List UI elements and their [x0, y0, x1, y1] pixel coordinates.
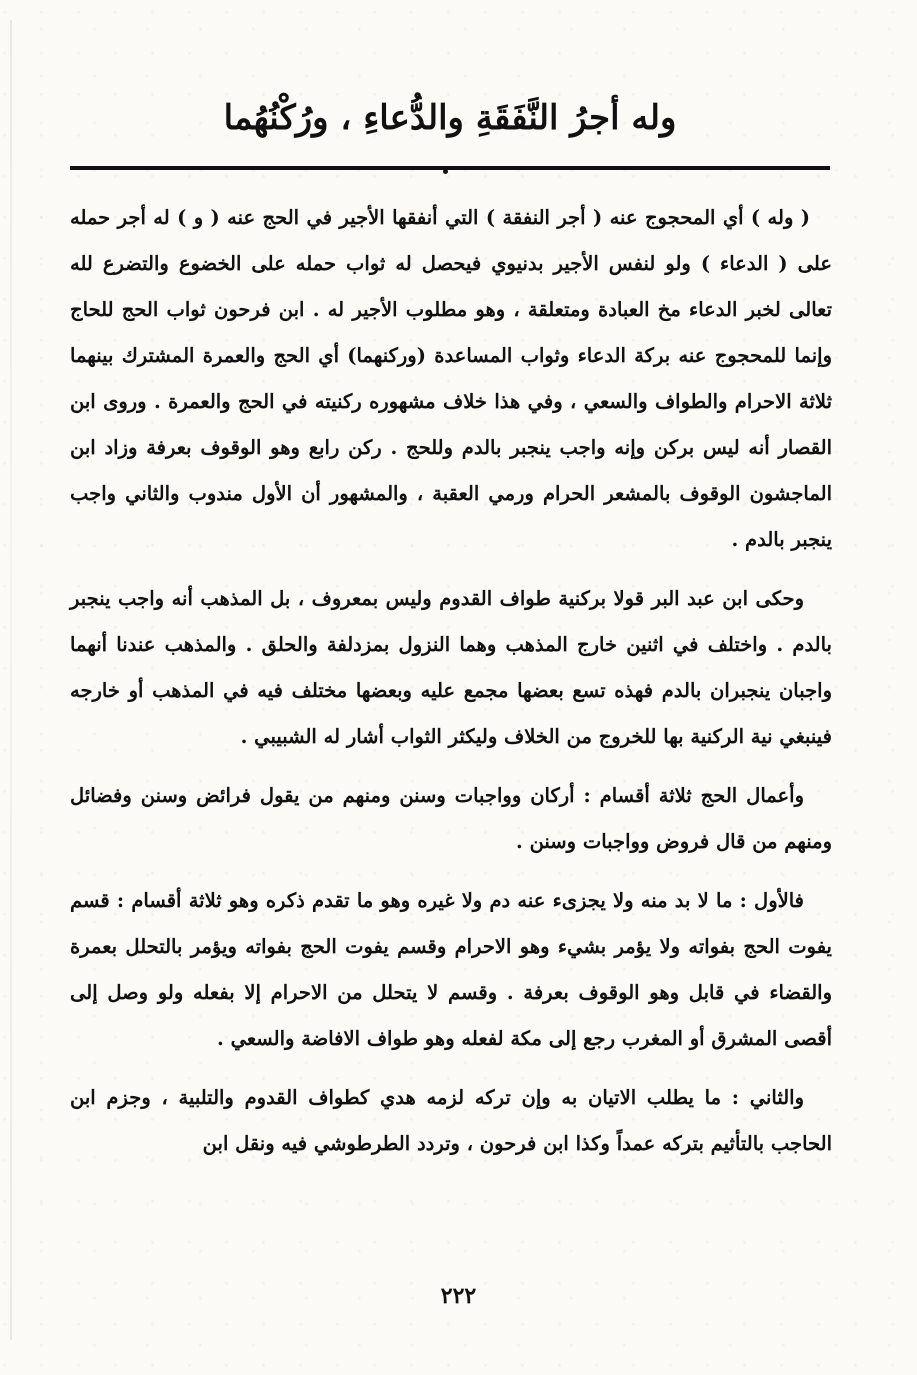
- header-divider-dot: [443, 169, 448, 174]
- header-divider: [70, 166, 830, 170]
- page-body: [70, 195, 832, 1180]
- paragraph-4: فالأول : ما لا بد منه ولا يجزىء عنه دم ولا غيره وهو ما تقدم ذكره وهو ثلاثة أقسام : قسم يفوت الحج بفواته ولا يؤمر بشيء وهو الاحرام وقسم يفوت الحج بفواته ويؤمر بالتحلل بعمرة والقضاء في قابل وهو الوقوف بعرفة . وقسم لا يتحلل من الاحرام إلا بفعله ولو وصل إلى أقصى المشرق أو المغرب رجع إلى مكة لفعله وهو طواف الافاضة والسعي .: [70, 889, 832, 1050]
- paragraph-5: والثاني : ما يطلب الاتيان به وإن تركه لزمه هدي كطواف القدوم والتلبية ، وجزم ابن الحاجب بالتأثيم بتركه عمداً وكذا ابن فرحون ، وتردد الطرطوشي فيه ونقل ابن: [70, 1086, 832, 1155]
- paragraph-1: ( وله ) أي المحجوج عنه ( أجر النفقة ) التي أنفقها الأجير في الحج عنه ( و ) له أجر حمله على ( الدعاء ) ولو لنفس الأجير بدنيوي فيحصل له ثواب حمله على الخضوع والتضرع لله تعالى لخبر الدعاء مخ العبادة ومتعلقة ، وهو مطلوب الأجير له . ابن فرحون ثواب الحج للحاج وإنما للمحجوج عنه بركة الدعاء وثواب المساعدة (وركنهما) أي الحج والعمرة المشترك بينهما ثلاثة الاحرام والطواف والسعي ، وفي هذا خلاف مشهوره ركنيته في الحج والعمرة . وروى ابن القصار أنه ليس بركن وإنه واجب ينجبر بالدم وللحج . ركن رابع وهو الوقوف بعرفة وزاد ابن الماجشون الوقوف بالمشعر الحرام ورمي العقبة ، والمشهور أن الأول مندوب والثاني واجب ينجبر بالدم .: [70, 206, 832, 551]
- page-header-title: وله أجرُ النَّفَقَةِ والدُّعاءِ ، ورُكْنُهُما: [223, 98, 677, 138]
- page-edge-shadow: [10, 20, 12, 1340]
- page-number: ٢٢٢: [440, 1283, 477, 1309]
- paragraph-2: وحكى ابن عبد البر قولا بركنية طواف القدوم وليس بمعروف ، بل المذهب أنه واجب ينجبر بالدم . واختلف في اثنين خارج المذهب وهما النزول بمزدلفة والحلق . والمذهب عندنا أنهما واجبان ينجبران بالدم فهذه تسع بعضها مجمع عليه وبعضها مختلف فيه في المذهب أو خارجه فينبغي نية الركنية بها للخروج من الخلاف وليكثر الثواب أشار له الشبيبي .: [70, 587, 832, 748]
- paragraph-3: وأعمال الحج ثلاثة أقسام : أركان وواجبات وسنن ومنهم من يقول فرائض وسنن وفضائل ومنهم من قال فروض وواجبات وسنن .: [70, 784, 832, 853]
